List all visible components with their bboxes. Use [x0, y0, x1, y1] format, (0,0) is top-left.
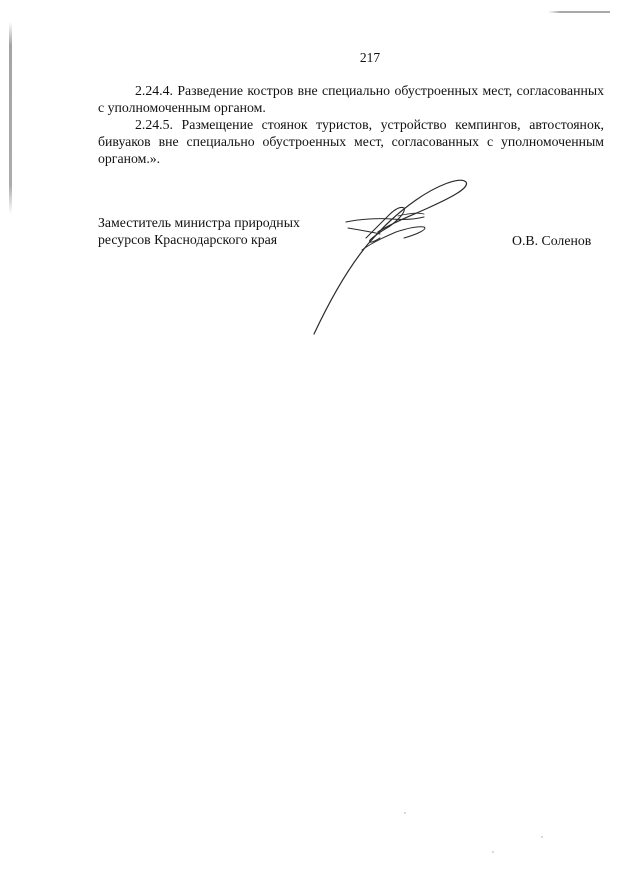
handwritten-signature [300, 172, 480, 340]
scan-speck [541, 836, 543, 838]
signer-title-line-1: Заместитель министра природных [98, 215, 300, 230]
page-number: 217 [359, 50, 381, 65]
signer-title-line-2: ресурсов Краснодарского края [98, 232, 278, 247]
paragraph-2-24-5: 2.24.5. Размещение стоянок туристов, устройство кемпингов, автостоянок, бивуаков вне специально обустроенных мест, согласованных с уполномоченным органом.». [98, 117, 604, 166]
paragraph-2-24-4: 2.24.4. Разведение костров вне специально обустроенных мест, согласованных с уполномоченным органом. [98, 83, 604, 115]
signer-title [98, 214, 300, 248]
scan-edge-top [548, 11, 610, 13]
scan-speck [492, 851, 494, 853]
signer-name: О.В. Соленов [512, 233, 592, 248]
scan-speck [404, 812, 406, 814]
